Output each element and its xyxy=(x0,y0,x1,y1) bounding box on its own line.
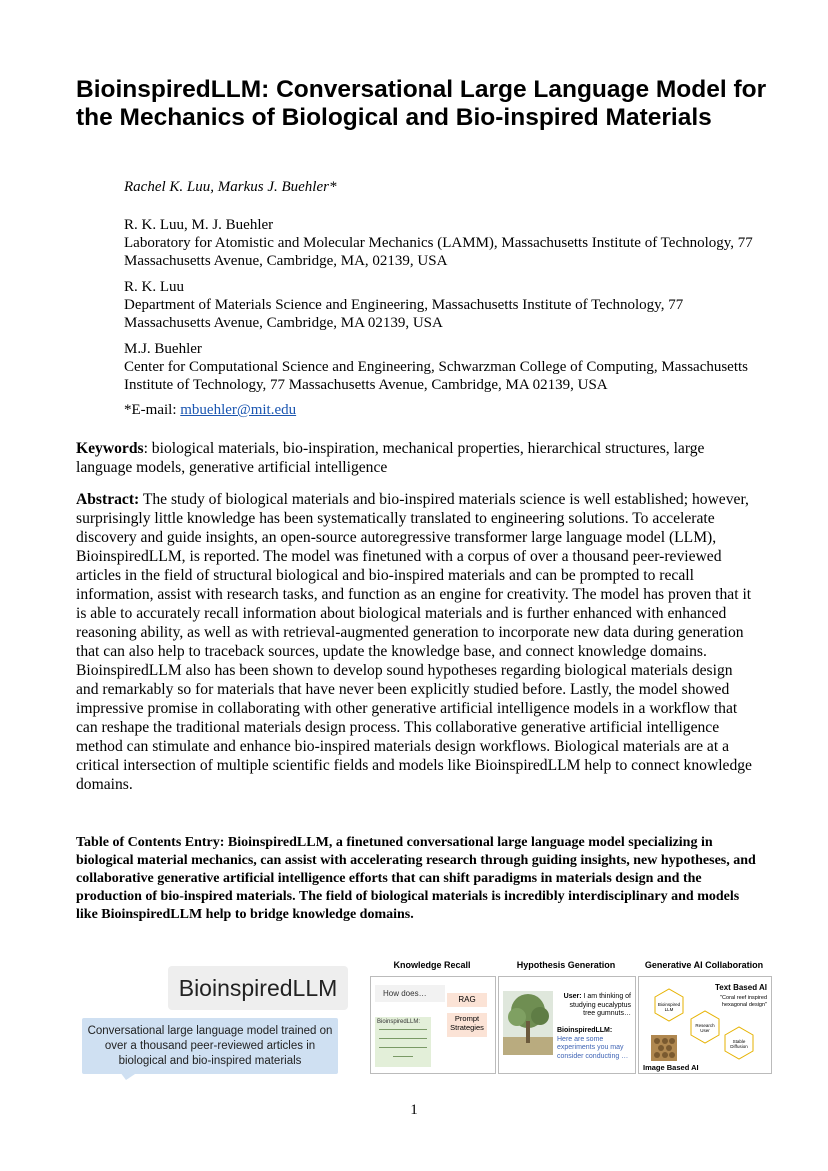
panel-heading-collab: Generative AI Collaboration xyxy=(644,960,764,970)
toc-figure-overview xyxy=(80,950,360,1080)
panel-knowledge-recall xyxy=(370,976,496,1074)
response-label: BioinspiredLLM: xyxy=(377,1019,421,1025)
model-message xyxy=(557,1027,633,1061)
panel-heading-recall: Knowledge Recall xyxy=(393,960,471,970)
prompt-strategies-box: Prompt Strategies xyxy=(447,1013,487,1037)
response-card xyxy=(375,1017,431,1067)
keywords-label: Keywords xyxy=(76,440,144,457)
toc-entry: Table of Contents Entry: BioinspiredLLM, a finetuned conversational large language model specializing in biological material mechanics, can assist with accelerating research through guiding insights, new hypotheses, and collaborative generative artificial intelligence efforts that can shift paradigms in materials design and the production of bio-inspired materials. The field of biological materials is incredibly interdisciplinary and models like BioinspiredLLM help to bridge knowledge domains. xyxy=(76,835,756,922)
speech-tail xyxy=(120,1072,138,1080)
page-number: 1 xyxy=(410,1102,418,1118)
email-label: *E-mail: xyxy=(124,402,181,418)
affiliation-names: R. K. Luu xyxy=(124,279,184,295)
corresponding-email xyxy=(124,402,296,419)
text-line xyxy=(379,1047,427,1048)
model-logo-box: BioinspiredLLM xyxy=(168,966,348,1010)
hex-label-diffusion: Stable Diffusion xyxy=(730,1039,748,1049)
affiliation-names: R. K. Luu, M. J. Buehler xyxy=(124,217,274,233)
affiliation-names: M.J. Buehler xyxy=(124,341,202,357)
keywords-paragraph xyxy=(76,439,756,477)
design-quote: "Coral reef inspired hexagonal design" xyxy=(720,995,767,1008)
author-list: Rachel K. Luu, Markus J. Buehler* xyxy=(124,179,337,195)
text-ai-label: Text Based AI xyxy=(714,983,767,992)
email-link[interactable]: mbuehler@mit.edu xyxy=(180,402,297,418)
abstract-paragraph xyxy=(76,490,756,794)
affiliation-1 xyxy=(124,216,764,270)
hex-label-user: Research User xyxy=(695,1023,715,1033)
abstract-text: The study of biological materials and bio-inspired materials science is well established; however, surprisingly little knowledge has been systematically translated to engineering solutions. To accelerate discovery and guide insights, an open-source autoregressive transformer large language model (LLM), BioinspiredLLM, is reported. The model was finetuned with a corpus of over a thousand peer-reviewed articles in the field of structural biological and bio-inspired materials and can be prompted to recall information, assist with research tasks, and function as an engine for creativity. The model has proven that it is able to accurately recall information about biological materials and is further enhanced with enhanced reasoning ability, as well as with retrieval-augmented generation to incorporate new data during generation that can also help to traceback sources, update the knowledge base, and connect knowledge domains. BioinspiredLLM also has been shown to develop sound hypotheses regarding biological materials design and remarkably so for materials that have never been explicitly studied before. Lastly, the model showed impressive promise in collaborating with other generative artificial intelligence models in a workflow that can reshape the traditional materials design process. This collaborative generative artificial intelligence method can stimulate and enhance bio-inspired materials design workflows. Biological materials are at a critical intersection of multiple scientific fields and models like BioinspiredLLM help to connect knowledge domains. xyxy=(76,491,752,793)
user-message xyxy=(557,993,631,1019)
rag-box: RAG xyxy=(447,993,487,1007)
paper-title: BioinspiredLLM: Conversational Large Language Model for the Mechanics of Biological and Bio-inspired Materials xyxy=(76,76,767,131)
image-ai-label: Image Based AI xyxy=(643,1063,699,1072)
model-description-box xyxy=(82,1018,338,1074)
affiliation-address: Department of Materials Science and Engineering, Massachusetts Institute of Technology, 77 Massachusetts Avenue, Cambridge, MA 02139, USA xyxy=(124,297,684,331)
panel-genai-collaboration xyxy=(638,976,772,1074)
query-bubble: How does… xyxy=(375,985,445,1002)
affiliation-2 xyxy=(124,278,764,332)
model-label: BioinspiredLLM: xyxy=(557,1027,613,1034)
user-label: User: xyxy=(563,993,582,1000)
user-text: I am thinking of studying eucalyptus tree gumnuts… xyxy=(569,993,631,1017)
text-line xyxy=(379,1038,427,1039)
panel-heading-hypothesis: Hypothesis Generation xyxy=(516,960,616,970)
keywords-text: : biological materials, bio-inspiration, mechanical properties, hierarchical structures, large language models, generative artificial intelligence xyxy=(76,440,705,476)
text-line xyxy=(393,1056,413,1057)
eucalyptus-tree-image xyxy=(503,991,553,1055)
affiliation-address: Center for Computational Science and Engineering, Schwarzman College of Computing, Massachusetts Institute of Technology, 77 Massachusetts Avenue, Cambridge, MA 02139, USA xyxy=(124,359,749,393)
affiliation-address: Laboratory for Atomistic and Molecular Mechanics (LAMM), Massachusetts Institute of Technology, 77 Massachusetts Avenue, Cambridge, MA, 02139, USA xyxy=(124,235,753,269)
panel-hypothesis-generation xyxy=(498,976,636,1074)
model-description: Conversational large language model trained on over a thousand peer-reviewed articles in biological and bio-inspired materials xyxy=(87,1024,333,1067)
model-text: Here are some experiments you may consider conducting … xyxy=(557,1035,629,1060)
affiliation-3 xyxy=(124,340,764,394)
hex-label-llm: Bioinspired LLM xyxy=(657,1002,681,1012)
text-line xyxy=(379,1029,427,1030)
abstract-label: Abstract: xyxy=(76,491,140,508)
